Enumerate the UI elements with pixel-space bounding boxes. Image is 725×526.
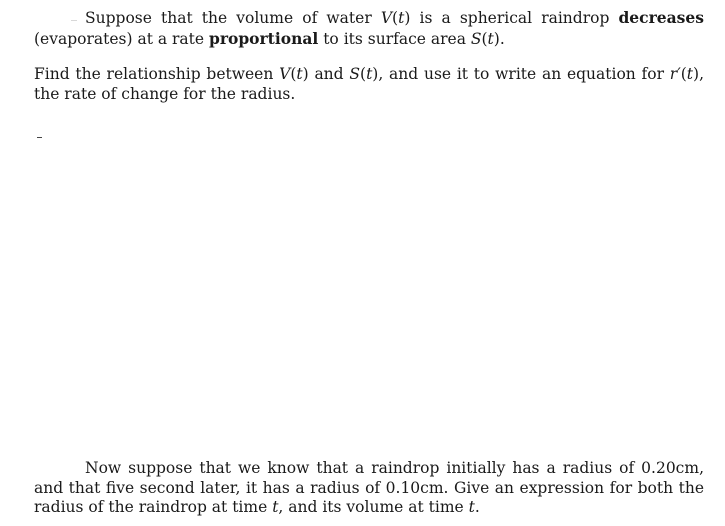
radius-derivative-symbol: r′ xyxy=(669,65,681,83)
volume-symbol: V xyxy=(380,9,393,27)
surface-area-symbol: S xyxy=(470,29,482,48)
emphasis-proportional: proportional xyxy=(209,28,319,48)
problem-statement-paragraph: Suppose that the volume of water V(t) is a spherical raindrop decreases (evaporates) at a rate proportional to its surface area S(t). xyxy=(34,8,704,48)
question-relationship-paragraph: Find the relationship between V(t) and S(t), and use it to write an equation for r′(t), the rate of change for the radius. xyxy=(34,65,705,103)
question-expression-paragraph: Now suppose that we know that a raindrop initially has a radius of 0.20cm, and that five second later, it has a radius of 0.10cm. Give an expression for both the radius of the raindrop at time t, and its volume at time t. xyxy=(34,459,704,516)
answer-area-marker xyxy=(37,137,42,138)
emphasis-decreases: decreases xyxy=(618,8,704,27)
